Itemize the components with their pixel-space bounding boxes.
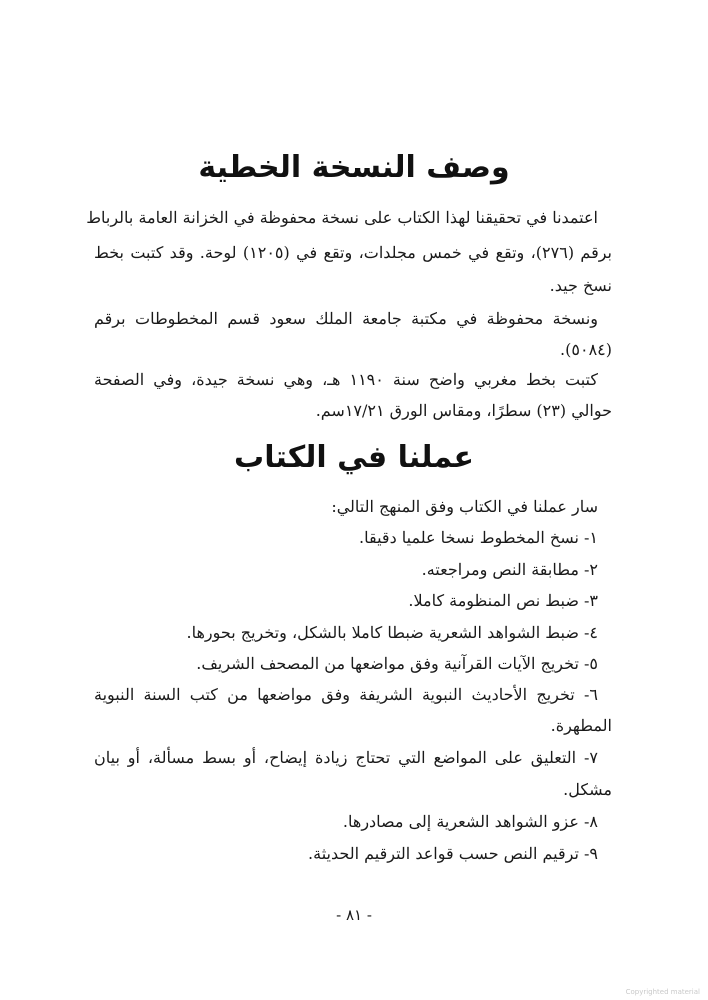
list-item: ١- نسخ المخطوط نسخا علميا دقيقا. <box>359 528 598 547</box>
copyright-watermark: Copyrighted material <box>625 988 700 996</box>
section2-body <box>86 0 612 1000</box>
paragraph-line: (٥٠٨٤). <box>560 340 612 359</box>
list-item: ٣- ضبط نص المنظومة كاملا. <box>408 591 598 610</box>
list-item: ٨- عزو الشواهد الشعرية إلى مصادرها. <box>342 812 598 831</box>
list-item: ٤- ضبط الشواهد الشعرية ضبطا كاملا بالشكل، وتخريج بحورها. <box>186 623 598 642</box>
paragraph-line: برقم (٢٧٦)، وتقع في خمس مجلدات، وتقع في (١٢٠٥) لوحة. وقد كتبت بخط <box>94 243 613 262</box>
list-item: ٩- ترقيم النص حسب قواعد الترقيم الحديثة. <box>308 844 598 863</box>
list-item: ٥- تخريج الآيات القرآنية وفق مواضعها من المصحف الشريف. <box>196 654 598 673</box>
section-heading-our-work: عملنا في الكتاب <box>234 440 474 475</box>
page-number: - ٨١ - <box>336 906 372 924</box>
list-item-continuation: مشكل. <box>563 780 612 799</box>
section-heading-manuscript-description: وصف النسخة الخطية <box>198 150 510 185</box>
list-item-continuation: المطهرة. <box>550 716 612 735</box>
list-item: ٧- التعليق على المواضع التي تحتاج زيادة إيضاح، أو بسط مسألة، أو بيان <box>94 748 598 767</box>
list-item: ٦- تخريج الأحاديث النبوية الشريفة وفق مواضعها من كتب السنة النبوية <box>94 685 598 704</box>
list-item: ٢- مطابقة النص ومراجعته. <box>421 560 598 579</box>
paragraph-line: اعتمدنا في تحقيقنا لهذا الكتاب على نسخة محفوظة في الخزانة العامة بالرباط <box>86 208 598 227</box>
paragraph-line: نسخ جيد. <box>549 276 612 295</box>
paragraph-line: ونسخة محفوظة في مكتبة جامعة الملك سعود قسم المخطوطات برقم <box>94 309 598 328</box>
paragraph-line: سار عملنا في الكتاب وفق المنهج التالي: <box>331 497 598 516</box>
paragraph-line: حوالي (٢٣) سطرًا، ومقاس الورق ١٧/٢١سم. <box>315 401 612 420</box>
paragraph-line: كتبت بخط مغربي واضح سنة ١١٩٠ هـ، وهي نسخة جيدة، وفي الصفحة <box>94 370 598 389</box>
